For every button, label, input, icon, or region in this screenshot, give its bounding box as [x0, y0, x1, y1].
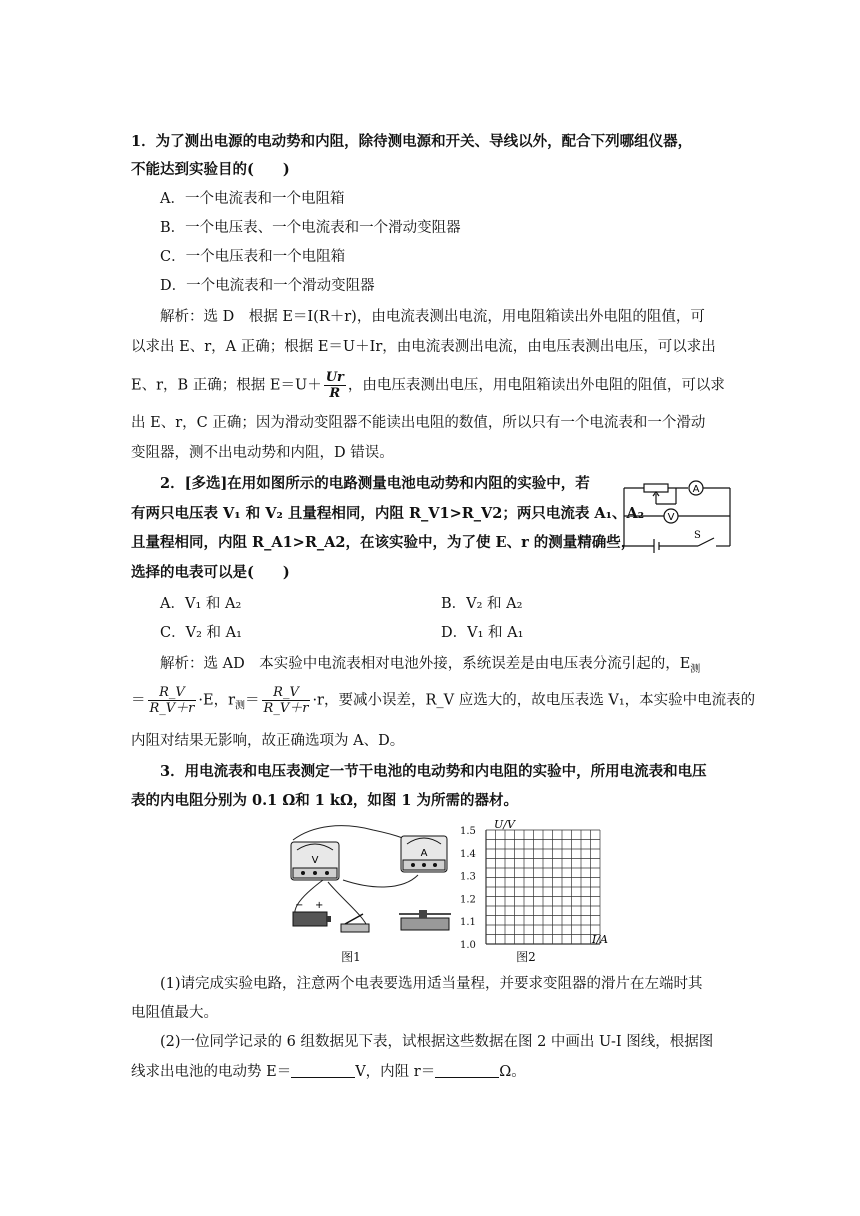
q3-stem-line2: 表的内电阻分别为 0.1 Ω和 1 kΩ，如图 1 为所需的器材。	[131, 792, 519, 809]
fraction-numerator: R_V	[262, 685, 311, 701]
rheostat-icon	[644, 484, 668, 492]
q3-part1-line2: 电阻值最大。	[131, 1005, 218, 1021]
q2-analysis-line3: 内阻对结果无影响，故正确选项为 A、D。	[131, 733, 405, 749]
q2-fraction-1	[148, 685, 197, 716]
q2-option-a: A．V₁ 和 A₂	[160, 596, 242, 612]
q2-analysis-line1-text: 解析：选 AD 本实验中电流表相对电池外接，系统误差是由电压表分流引起的，E	[160, 656, 691, 672]
switch-icon	[341, 914, 369, 932]
q3-part1-line1: (1)请完成实验电路，注意两个电表要选用适当量程，并要求变阻器的滑片在左端时其	[160, 976, 703, 992]
q1-fraction-ur-over-r	[324, 370, 346, 401]
q2-analysis-line2	[131, 685, 755, 716]
y-tick-label: 1.1	[460, 917, 476, 929]
y-axis-label: U/V	[494, 818, 515, 831]
ammeter-label: A	[420, 848, 428, 859]
q2-analysis-line1	[160, 654, 700, 680]
equals-sign: ＝	[131, 692, 146, 709]
q1-analysis-line3-end: ，由电压表测出电压，用电阻箱读出外电阻的阻值，可以求	[347, 377, 725, 394]
q2-option-b: B．V₂ 和 A₂	[441, 596, 523, 612]
ammeter-label: A	[692, 484, 700, 495]
x-axis-label: I/A	[592, 933, 608, 946]
y-tick-label: 1.2	[460, 894, 476, 906]
q1-analysis-line5: 变阻器，测不出电动势和内阻，D 错误。	[131, 445, 394, 461]
q3-figure2-caption: 图2	[516, 950, 536, 964]
resistance-prompt: V，内阻 r＝	[355, 1064, 436, 1080]
q3-figure1-caption: 图1	[341, 950, 361, 964]
q2-stem-line4: 选择的电表可以是( )	[131, 564, 290, 581]
q2-option-c: C．V₂ 和 A₁	[160, 625, 242, 641]
switch-label: S	[694, 530, 701, 541]
q3-part2-line1: (2)一位同学记录的 6 组数据见下表，试根据这些数据在图 2 中画出 U-I 图线，根据图	[160, 1034, 714, 1050]
y-tick-label: 1.4	[460, 848, 476, 860]
rheostat-icon	[399, 910, 451, 930]
fraction-denominator: R_V＋r	[149, 701, 195, 716]
subscript-measured: 测	[235, 700, 246, 712]
y-tick-label: 1.0	[460, 940, 476, 948]
q2-option-d: D．V₁ 和 A₁	[441, 625, 524, 641]
q2-analysis-mid: ·E，r	[198, 692, 236, 709]
ohm-unit: Ω。	[499, 1064, 526, 1080]
resistance-answer-blank[interactable]	[435, 1063, 499, 1078]
grid-lines	[486, 830, 600, 944]
q2-stem-line1: 2．[多选]在用如图所示的电路测量电池电动势和内阻的实验中，若	[160, 475, 590, 492]
q1-analysis-line1: 解析：选 D 根据 E＝I(R＋r)，由电流表测出电流，用电阻箱读出外电阻的阻值，可	[160, 309, 705, 325]
q1-option-c: C．一个电压表和一个电阻箱	[160, 249, 346, 265]
emf-answer-blank[interactable]	[291, 1063, 355, 1078]
subscript-measured: 测	[690, 663, 701, 675]
q1-stem-line1: 1．为了测出电源的电动势和内阻，除待测电源和开关、导线以外，配合下列哪组仪器，	[131, 133, 693, 150]
q3-stem-line1: 3．用电流表和电压表测定一节干电池的电动势和内电阻的实验中，所用电流表和电压	[160, 763, 707, 780]
emf-prompt: 线求出电池的电动势 E＝	[131, 1064, 292, 1080]
plus-label: +	[315, 900, 324, 911]
q2-circuit-diagram	[618, 476, 736, 554]
voltmeter-label: V	[667, 512, 675, 523]
q1-analysis-line3	[131, 370, 725, 401]
q3-figure1-equipment	[283, 820, 455, 944]
fraction-numerator: Ur	[325, 370, 344, 385]
y-tick-label: 1.5	[460, 826, 476, 837]
q1-option-a: A．一个电流表和一个电阻箱	[160, 191, 345, 207]
q1-option-b: B．一个电压表、一个电流表和一个滑动变阻器	[160, 220, 461, 236]
q3-part2-line2	[131, 1062, 526, 1082]
equals-sign: ＝	[245, 692, 260, 709]
q1-analysis-line2: 以求出 E、r，A 正确；根据 E＝U＋Ir，由电流表测出电流，由电压表测出电压，可以求出	[131, 339, 716, 355]
q1-option-d: D．一个电流表和一个滑动变阻器	[160, 278, 375, 294]
battery-icon	[293, 912, 331, 926]
q3-figure2-grid	[456, 816, 616, 948]
minus-label: −	[295, 900, 304, 911]
q1-analysis-line3-start: E、r，B 正确；根据 E＝U＋	[131, 377, 322, 394]
q1-stem-line2: 不能达到实验目的( )	[131, 161, 290, 178]
q2-stem-line3: 且量程相同，内阻 R_A1>R_A2，在该实验中，为了使 E、r 的测量精确些，	[131, 534, 636, 551]
q2-analysis-end: ·r，要减小误差，R_V 应选大的，故电压表选 V₁，本实验中电流表的	[312, 692, 756, 709]
q2-fraction-2	[262, 685, 311, 716]
q2-stem-line2: 有两只电压表 V₁ 和 V₂ 且量程相同，内阻 R_V1>R_V2；两只电流表 A₁、A₂	[131, 505, 645, 522]
q1-analysis-line4: 出 E、r，C 正确；因为滑动变阻器不能读出电阻的数值，所以只有一个电流表和一个滑动	[131, 415, 706, 431]
voltmeter-label: V	[311, 855, 319, 866]
fraction-numerator: R_V	[148, 685, 197, 701]
fraction-denominator: R	[329, 386, 341, 401]
fraction-denominator: R_V＋r	[263, 701, 309, 716]
y-tick-label: 1.3	[460, 871, 476, 883]
